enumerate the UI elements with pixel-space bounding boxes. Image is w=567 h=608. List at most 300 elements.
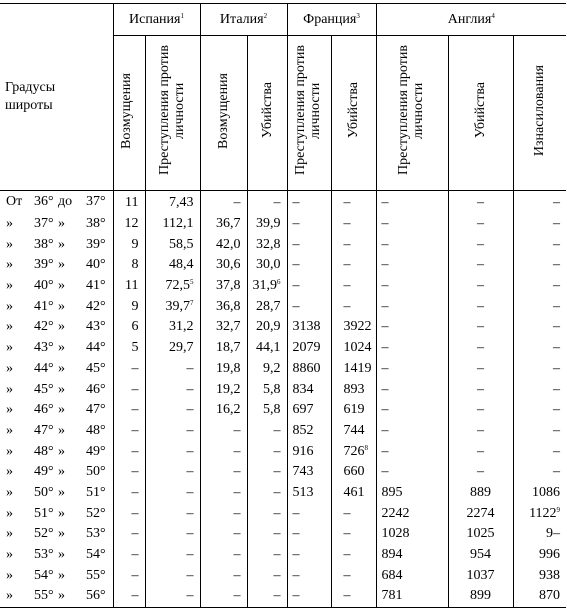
table-cell bbox=[513, 421, 566, 442]
table-cell bbox=[376, 359, 448, 380]
latitude-mid: » bbox=[58, 464, 65, 480]
table-cell bbox=[331, 234, 376, 255]
latitude-range bbox=[0, 524, 113, 545]
cell-value: – bbox=[477, 278, 485, 294]
cell-value: 697 bbox=[292, 402, 314, 418]
table-cell bbox=[376, 524, 448, 545]
cell-value: – bbox=[273, 547, 281, 563]
table-cell bbox=[113, 565, 145, 586]
table-cell bbox=[513, 214, 566, 235]
table-cell bbox=[287, 379, 331, 400]
latitude-from: 55° bbox=[34, 588, 54, 604]
table-cell bbox=[448, 276, 513, 297]
cell-value: – bbox=[553, 443, 561, 459]
table-cell bbox=[113, 191, 145, 214]
cell-value: – bbox=[131, 505, 139, 521]
cell-value: 16,2 bbox=[216, 402, 241, 418]
latitude-mid: » bbox=[58, 505, 65, 521]
latitude-mid: » bbox=[58, 298, 65, 314]
cell-value: – bbox=[381, 402, 389, 418]
table-cell bbox=[287, 255, 331, 276]
column-header: Убийства bbox=[247, 36, 287, 191]
cell-value: 870 bbox=[539, 588, 561, 604]
table-cell bbox=[247, 359, 287, 380]
table-cell bbox=[513, 276, 566, 297]
table-header bbox=[0, 4, 566, 191]
latitude-mid: » bbox=[58, 443, 65, 459]
cell-value: – bbox=[477, 340, 485, 356]
latitude-range bbox=[0, 586, 113, 607]
table-cell bbox=[448, 565, 513, 586]
table-cell bbox=[145, 400, 200, 421]
latitude-to: 44° bbox=[86, 340, 106, 356]
cell-value: – bbox=[553, 464, 561, 480]
table-cell bbox=[513, 234, 566, 255]
cell-value: – bbox=[131, 567, 139, 583]
latitude-pre: » bbox=[6, 422, 13, 438]
cell-value: – bbox=[477, 402, 485, 418]
cell-value: – bbox=[292, 278, 300, 294]
latitude-pre: » bbox=[6, 360, 13, 376]
table-row bbox=[0, 586, 566, 607]
cell-value: 30,0 bbox=[256, 257, 281, 273]
table-cell bbox=[113, 234, 145, 255]
latitude-pre: » bbox=[6, 402, 13, 418]
table-row bbox=[0, 317, 566, 338]
table-cell bbox=[376, 586, 448, 607]
cell-value: 6 bbox=[131, 319, 139, 335]
table-cell bbox=[247, 379, 287, 400]
cell-value: – bbox=[292, 505, 300, 521]
latitude-pre: » bbox=[6, 298, 13, 314]
latitude-from: 41° bbox=[34, 298, 54, 314]
table-cell bbox=[287, 565, 331, 586]
cell-value: 9– bbox=[546, 526, 561, 542]
table-cell bbox=[247, 255, 287, 276]
table-cell bbox=[331, 503, 376, 524]
table-cell bbox=[448, 524, 513, 545]
latitude-pre: » bbox=[6, 484, 13, 500]
table-cell bbox=[513, 565, 566, 586]
latitude-mid: » bbox=[58, 216, 65, 232]
table-cell bbox=[331, 483, 376, 504]
latitude-from: 40° bbox=[34, 278, 54, 294]
table-cell bbox=[247, 421, 287, 442]
table-cell bbox=[376, 379, 448, 400]
table-row bbox=[0, 214, 566, 235]
table-cell bbox=[287, 545, 331, 566]
table-cell bbox=[247, 503, 287, 524]
table-cell bbox=[376, 545, 448, 566]
table-cell bbox=[448, 483, 513, 504]
table-cell bbox=[376, 400, 448, 421]
latitude-from: 43° bbox=[34, 340, 54, 356]
cell-value: 32,7 bbox=[216, 319, 241, 335]
table-cell bbox=[376, 255, 448, 276]
table-cell bbox=[113, 421, 145, 442]
cell-value: – bbox=[477, 257, 485, 273]
cell-value: 72,5 bbox=[165, 278, 190, 294]
table-cell bbox=[145, 441, 200, 462]
table-cell bbox=[513, 359, 566, 380]
cell-value: – bbox=[477, 236, 485, 252]
country-header-france: Франция$^3$ bbox=[287, 4, 376, 36]
table-cell bbox=[448, 338, 513, 359]
latitude-range bbox=[0, 462, 113, 483]
cell-value: – bbox=[273, 422, 281, 438]
table-cell bbox=[287, 524, 331, 545]
latitude-range bbox=[0, 545, 113, 566]
table-cell bbox=[200, 379, 247, 400]
latitude-to: 39° bbox=[86, 236, 106, 252]
table-row bbox=[0, 524, 566, 545]
latitude-to: 55° bbox=[86, 567, 106, 583]
table-row bbox=[0, 441, 566, 462]
cell-value: – bbox=[477, 422, 485, 438]
table-cell bbox=[247, 296, 287, 317]
cell-value: – bbox=[186, 484, 194, 500]
column-header: Изнасилования bbox=[513, 36, 566, 191]
cell-value: – bbox=[381, 195, 389, 211]
cell-value: 5 bbox=[131, 340, 139, 356]
latitude-range bbox=[0, 338, 113, 359]
cell-value: – bbox=[292, 567, 300, 583]
latitude-range bbox=[0, 359, 113, 380]
table-cell bbox=[247, 586, 287, 607]
table-cell bbox=[376, 338, 448, 359]
cell-value: 2274 bbox=[466, 505, 495, 521]
cell-value: – bbox=[343, 298, 351, 314]
table-cell bbox=[287, 338, 331, 359]
table-cell bbox=[287, 296, 331, 317]
table-cell bbox=[200, 400, 247, 421]
cell-value: – bbox=[343, 505, 351, 521]
table-cell bbox=[113, 379, 145, 400]
cell-value: – bbox=[186, 381, 194, 397]
cell-value: – bbox=[381, 443, 389, 459]
cell-value: – bbox=[292, 257, 300, 273]
latitude-pre: » bbox=[6, 464, 13, 480]
footnote-marker: 7 bbox=[190, 298, 194, 307]
country-header-england: Англия$^4$ bbox=[376, 4, 566, 36]
table-cell bbox=[448, 359, 513, 380]
cell-value: 781 bbox=[381, 588, 403, 604]
table-cell bbox=[287, 586, 331, 607]
cell-value: – bbox=[292, 547, 300, 563]
table-cell bbox=[287, 317, 331, 338]
cell-value: – bbox=[553, 340, 561, 356]
cell-value: – bbox=[292, 588, 300, 604]
latitude-from: 39° bbox=[34, 257, 54, 273]
cell-value: – bbox=[477, 319, 485, 335]
table-body bbox=[0, 191, 566, 608]
cell-value: 461 bbox=[343, 484, 365, 500]
latitude-pre: » bbox=[6, 381, 13, 397]
table-row bbox=[0, 421, 566, 442]
footnote-marker: 6 bbox=[277, 278, 281, 287]
cell-value: 3922 bbox=[343, 319, 372, 335]
table-cell bbox=[331, 214, 376, 235]
latitude-to: 42° bbox=[86, 298, 106, 314]
table-row bbox=[0, 255, 566, 276]
cell-value: – bbox=[131, 526, 139, 542]
cell-value: – bbox=[233, 547, 241, 563]
cell-value: – bbox=[477, 443, 485, 459]
cell-value: – bbox=[343, 567, 351, 583]
cell-value: – bbox=[343, 195, 351, 211]
cell-value: – bbox=[131, 360, 139, 376]
table-cell bbox=[113, 524, 145, 545]
table-cell bbox=[200, 296, 247, 317]
table-cell bbox=[287, 191, 331, 214]
table-row bbox=[0, 545, 566, 566]
latitude-mid: » bbox=[58, 402, 65, 418]
table-cell bbox=[113, 255, 145, 276]
cell-value: – bbox=[381, 236, 389, 252]
cell-value: – bbox=[292, 526, 300, 542]
cell-value: 12 bbox=[124, 216, 139, 232]
latitude-pre: » bbox=[6, 216, 13, 232]
latitude-range bbox=[0, 234, 113, 255]
table-cell bbox=[113, 317, 145, 338]
latitude-mid: » bbox=[58, 340, 65, 356]
cell-value: – bbox=[233, 195, 241, 211]
table-cell bbox=[200, 586, 247, 607]
cell-value: – bbox=[131, 422, 139, 438]
latitude-to: 49° bbox=[86, 443, 106, 459]
latitude-range bbox=[0, 276, 113, 297]
latitude-from: 45° bbox=[34, 381, 54, 397]
latitude-from: 42° bbox=[34, 319, 54, 335]
table-cell bbox=[200, 524, 247, 545]
table-cell bbox=[287, 503, 331, 524]
table-cell bbox=[200, 545, 247, 566]
cell-value: – bbox=[381, 278, 389, 294]
latitude-to: 52° bbox=[86, 505, 106, 521]
table-cell bbox=[287, 359, 331, 380]
cell-value: 9 bbox=[131, 298, 139, 314]
table-cell bbox=[113, 545, 145, 566]
cell-value: 899 bbox=[470, 588, 492, 604]
table-cell bbox=[331, 359, 376, 380]
table-cell bbox=[376, 441, 448, 462]
latitude-range bbox=[0, 483, 113, 504]
cell-value: 8 bbox=[131, 257, 139, 273]
table-cell bbox=[113, 503, 145, 524]
table-cell bbox=[145, 317, 200, 338]
cell-value: – bbox=[131, 464, 139, 480]
table-cell bbox=[113, 400, 145, 421]
table-cell bbox=[331, 255, 376, 276]
latitude-pre: » bbox=[6, 319, 13, 335]
cell-value: 1028 bbox=[381, 526, 410, 542]
latitude-mid: » bbox=[58, 257, 65, 273]
row-label-text: Градусы широты bbox=[5, 80, 56, 113]
table-cell bbox=[331, 545, 376, 566]
table-cell bbox=[200, 441, 247, 462]
cell-value: – bbox=[233, 484, 241, 500]
table-cell bbox=[513, 379, 566, 400]
table-cell bbox=[331, 276, 376, 297]
cell-value: – bbox=[186, 464, 194, 480]
cell-value: 513 bbox=[292, 484, 314, 500]
cell-value: 36,8 bbox=[216, 298, 241, 314]
cell-value: 5,8 bbox=[263, 381, 281, 397]
latitude-pre: » bbox=[6, 547, 13, 563]
latitude-to: 43° bbox=[86, 319, 106, 335]
cell-value: – bbox=[381, 381, 389, 397]
table-cell bbox=[448, 379, 513, 400]
cell-value: – bbox=[186, 360, 194, 376]
table-cell bbox=[145, 483, 200, 504]
cell-value: – bbox=[233, 422, 241, 438]
table-cell bbox=[200, 191, 247, 214]
cell-value: 19,2 bbox=[216, 381, 241, 397]
cell-value: 743 bbox=[292, 464, 314, 480]
latitude-to: 47° bbox=[86, 402, 106, 418]
latitude-mid: » bbox=[58, 567, 65, 583]
latitude-from: 47° bbox=[34, 422, 54, 438]
table-cell bbox=[145, 545, 200, 566]
cell-value: – bbox=[292, 216, 300, 232]
cell-value: – bbox=[233, 526, 241, 542]
latitude-from: 49° bbox=[34, 464, 54, 480]
cell-value: – bbox=[381, 257, 389, 273]
cell-value: 8860 bbox=[292, 360, 321, 376]
latitude-to: 41° bbox=[86, 278, 106, 294]
cell-value: – bbox=[273, 567, 281, 583]
latitude-range bbox=[0, 565, 113, 586]
cell-value: 37,8 bbox=[216, 278, 241, 294]
table-cell bbox=[376, 503, 448, 524]
table-cell bbox=[145, 586, 200, 607]
table-cell bbox=[247, 214, 287, 235]
table-cell bbox=[113, 276, 145, 297]
cell-value: 7,43 bbox=[169, 195, 194, 211]
latitude-mid: » bbox=[58, 547, 65, 563]
cell-value: – bbox=[553, 381, 561, 397]
cell-value: 619 bbox=[343, 402, 365, 418]
cell-value: – bbox=[292, 298, 300, 314]
cell-value: – bbox=[131, 443, 139, 459]
cell-value: – bbox=[131, 588, 139, 604]
cell-value: – bbox=[292, 195, 300, 211]
cell-value: – bbox=[553, 360, 561, 376]
cell-value: – bbox=[233, 464, 241, 480]
table-cell bbox=[145, 234, 200, 255]
latitude-to: 40° bbox=[86, 257, 106, 273]
latitude-mid: » bbox=[58, 360, 65, 376]
table-cell bbox=[247, 545, 287, 566]
cell-value: 1419 bbox=[343, 360, 372, 376]
cell-value: – bbox=[343, 547, 351, 563]
cell-value: – bbox=[381, 298, 389, 314]
cell-value: – bbox=[343, 236, 351, 252]
column-header: Преступления против личности bbox=[145, 36, 200, 191]
cell-value: – bbox=[273, 195, 281, 211]
cell-value: 29,7 bbox=[169, 340, 194, 356]
table-cell bbox=[331, 441, 376, 462]
table-cell bbox=[513, 462, 566, 483]
table-cell bbox=[331, 191, 376, 214]
latitude-pre: » bbox=[6, 567, 13, 583]
latitude-mid: » bbox=[58, 236, 65, 252]
cell-value: 11 bbox=[125, 278, 139, 294]
table-cell bbox=[145, 524, 200, 545]
table-row bbox=[0, 483, 566, 504]
table-cell bbox=[448, 317, 513, 338]
latitude-from: 36° bbox=[34, 194, 54, 210]
table-cell bbox=[448, 441, 513, 462]
latitude-pre: » bbox=[6, 443, 13, 459]
cell-value: – bbox=[273, 484, 281, 500]
cell-value: 996 bbox=[539, 547, 561, 563]
table-cell bbox=[145, 296, 200, 317]
cell-value: – bbox=[553, 216, 561, 232]
table-cell bbox=[247, 565, 287, 586]
latitude-pre: » bbox=[6, 236, 13, 252]
latitude-from: 37° bbox=[34, 216, 54, 232]
table-cell bbox=[247, 234, 287, 255]
cell-value: 889 bbox=[470, 484, 492, 500]
cell-value: 954 bbox=[470, 547, 492, 563]
table-cell bbox=[145, 421, 200, 442]
latitude-to: 54° bbox=[86, 547, 106, 563]
table-cell bbox=[145, 255, 200, 276]
table-cell bbox=[287, 214, 331, 235]
cell-value: – bbox=[131, 484, 139, 500]
cell-value: 3138 bbox=[292, 319, 321, 335]
cell-value: – bbox=[553, 422, 561, 438]
table-cell bbox=[287, 441, 331, 462]
table-cell bbox=[200, 359, 247, 380]
cell-value: 5,8 bbox=[263, 402, 281, 418]
cell-value: – bbox=[186, 567, 194, 583]
cell-value: 726 bbox=[343, 443, 365, 459]
latitude-from: 54° bbox=[34, 567, 54, 583]
column-header: Преступления против личности bbox=[376, 36, 448, 191]
table-row bbox=[0, 234, 566, 255]
table-cell bbox=[376, 317, 448, 338]
table-cell bbox=[145, 338, 200, 359]
latitude-mid: » bbox=[58, 381, 65, 397]
latitude-range bbox=[0, 441, 113, 462]
cell-value: – bbox=[343, 526, 351, 542]
table-cell bbox=[145, 503, 200, 524]
cell-value: – bbox=[477, 464, 485, 480]
cell-value: – bbox=[233, 443, 241, 459]
cell-value: – bbox=[553, 195, 561, 211]
cell-value: – bbox=[273, 443, 281, 459]
table-row bbox=[0, 296, 566, 317]
cell-value: 112,1 bbox=[162, 216, 194, 232]
cell-value: 9 bbox=[131, 236, 139, 252]
latitude-from: 51° bbox=[34, 505, 54, 521]
cell-value: – bbox=[381, 319, 389, 335]
table-cell bbox=[200, 503, 247, 524]
table-cell bbox=[247, 441, 287, 462]
table-cell bbox=[376, 214, 448, 235]
cell-value: – bbox=[273, 526, 281, 542]
cell-value: – bbox=[553, 298, 561, 314]
cell-value: – bbox=[381, 340, 389, 356]
table-cell bbox=[113, 214, 145, 235]
table-cell bbox=[376, 565, 448, 586]
cell-value: 48,4 bbox=[169, 257, 194, 273]
cell-value: 58,5 bbox=[169, 236, 194, 252]
table-cell bbox=[331, 317, 376, 338]
latitude-to: 38° bbox=[86, 216, 106, 232]
